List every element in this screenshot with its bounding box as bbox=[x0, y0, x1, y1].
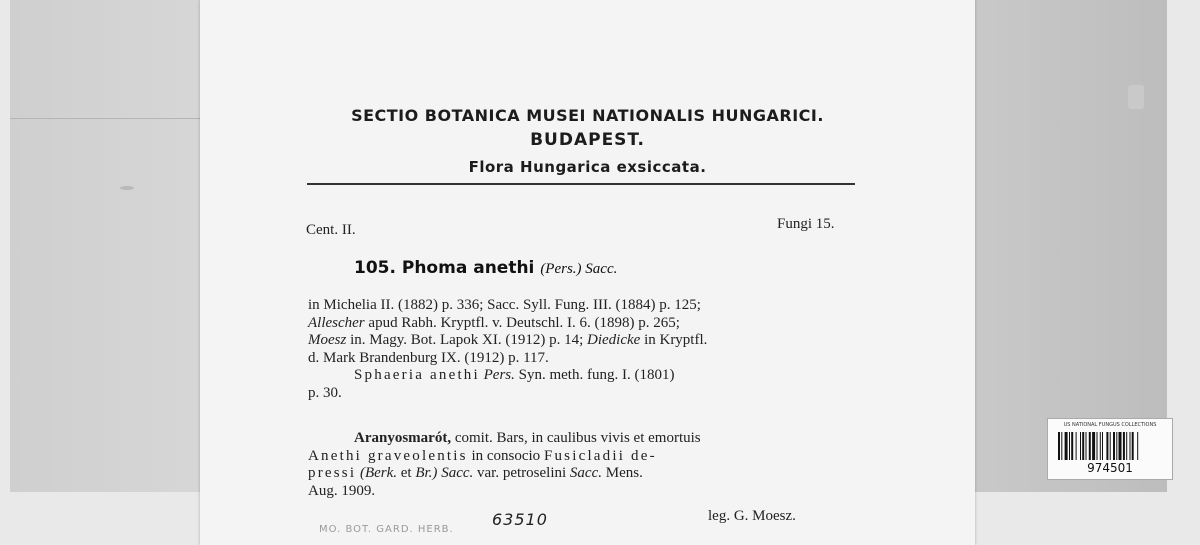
associate-name: Fusicladii de- bbox=[543, 447, 657, 464]
species-authority: (Pers.) Sacc. bbox=[540, 261, 618, 277]
reference-line bbox=[308, 332, 868, 350]
locality-text: et bbox=[397, 465, 416, 481]
date-text: Aug. 1909. bbox=[308, 482, 376, 499]
barcode-number: 974501 bbox=[1087, 461, 1133, 475]
author-name: Br.) bbox=[415, 465, 438, 481]
reference-text: in. Magy. Bot. Lapok XI. (1912) p. 14; bbox=[346, 332, 587, 348]
author-name: Diedicke bbox=[587, 332, 641, 348]
locality-line bbox=[308, 448, 868, 466]
species-number: 105. bbox=[354, 258, 396, 278]
locality-text: Mens. bbox=[602, 465, 643, 481]
collector-label: leg. G. Moesz. bbox=[708, 508, 796, 524]
reference-text: p. 30. bbox=[308, 384, 342, 401]
author-name: Sacc. bbox=[569, 465, 602, 481]
author-name: Moesz bbox=[308, 332, 347, 348]
header-rule bbox=[307, 183, 855, 185]
reference-line bbox=[308, 385, 868, 403]
fungi-number: Fungi 15. bbox=[777, 216, 835, 232]
synonym-line bbox=[308, 367, 868, 385]
author-name: Pers. bbox=[479, 367, 515, 383]
institution-line-1: SECTIO BOTANICA MUSEI NATIONALIS HUNGARICI. bbox=[351, 106, 824, 125]
synonym-name: Sphaeria anethi bbox=[354, 367, 480, 383]
institution-line-2: BUDAPEST. bbox=[530, 130, 645, 150]
barcode-icon bbox=[1058, 432, 1162, 460]
locality-text: var. petroselini bbox=[473, 465, 570, 481]
reference-line bbox=[308, 297, 868, 315]
locality-text: in consocio bbox=[467, 447, 544, 464]
institution-line-3: Flora Hungarica exsiccata. bbox=[468, 158, 707, 176]
author-name: Allescher bbox=[308, 314, 365, 331]
barcode-title: US NATIONAL FUNGUS COLLECTIONS bbox=[1063, 422, 1157, 428]
accession-number: 63510 bbox=[492, 510, 548, 529]
barcode-label bbox=[1047, 418, 1173, 480]
specimen-label bbox=[200, 0, 975, 545]
locality-line bbox=[308, 465, 868, 483]
host-name: Anethi graveolentis bbox=[308, 447, 468, 464]
reference-text: d. Mark Brandenburg IX. (1912) p. 117. bbox=[308, 349, 549, 366]
sheet-fold-line bbox=[10, 118, 200, 119]
author-name: (Berk. bbox=[356, 465, 398, 481]
locality-name: Aranyosmarót, bbox=[354, 430, 452, 446]
locality-line bbox=[308, 430, 868, 448]
associate-name: pressi bbox=[308, 465, 357, 481]
reference-text: in Kryptfl. bbox=[640, 332, 708, 348]
reference-line bbox=[308, 350, 868, 368]
locality-paragraph bbox=[308, 430, 868, 500]
locality-text: comit. Bars, in caulibus vivis et emortuis bbox=[451, 430, 701, 446]
reference-line bbox=[308, 315, 868, 333]
species-name: Phoma anethi bbox=[401, 258, 535, 278]
sheet-spot bbox=[120, 186, 134, 190]
species-title bbox=[354, 258, 617, 278]
reference-text: apud Rabh. Kryptfl. v. Deutschl. I. 6. (1898) p. 265; bbox=[364, 314, 680, 331]
sheet-spot bbox=[1128, 85, 1144, 109]
author-name: Sacc. bbox=[437, 465, 474, 481]
reference-text: in Michelia II. (1882) p. 336; Sacc. Syll. Fung. III. (1884) p. 125; bbox=[308, 297, 701, 313]
century-label: Cent. II. bbox=[306, 222, 356, 238]
reference-text: Syn. meth. fung. I. (1801) bbox=[514, 367, 675, 383]
herbarium-stamp: MO. BOT. GARD. HERB. bbox=[319, 524, 454, 535]
references-paragraph bbox=[308, 297, 868, 402]
collection-date bbox=[308, 483, 868, 501]
